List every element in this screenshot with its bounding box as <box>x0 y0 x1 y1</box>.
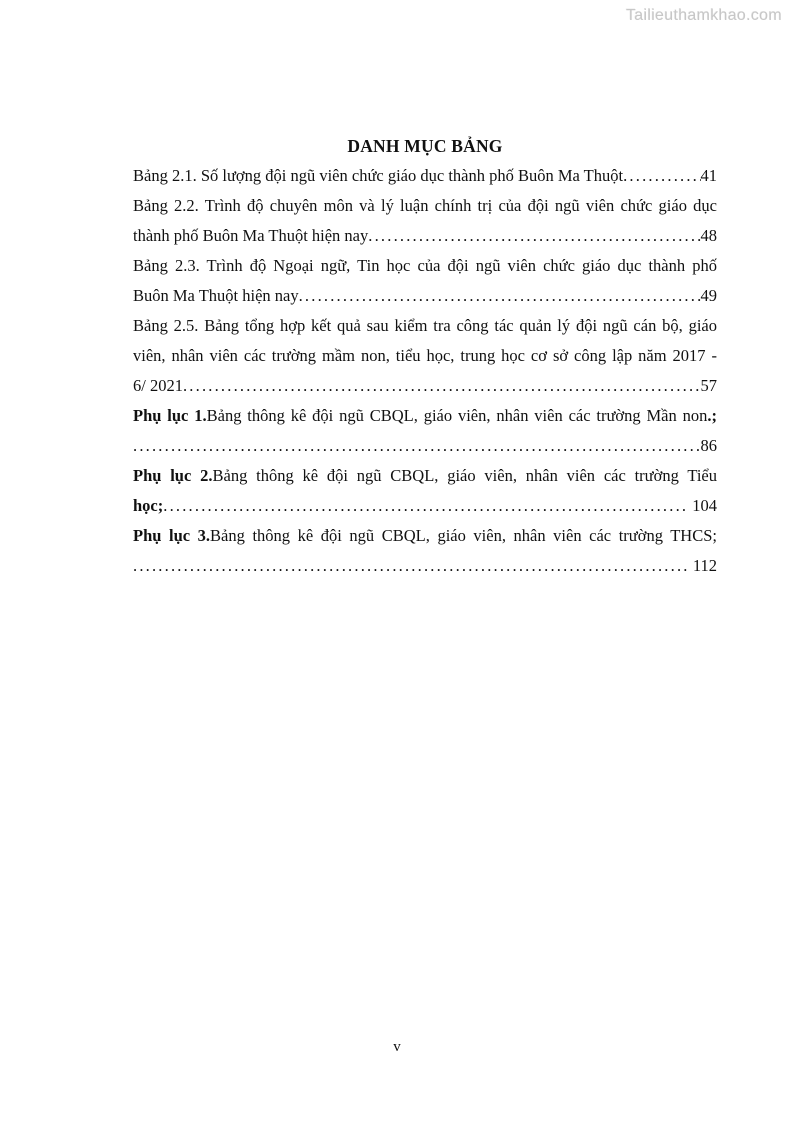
dot-leader <box>368 221 700 251</box>
toc-line <box>133 281 717 311</box>
toc-line <box>133 551 717 581</box>
toc-line <box>133 341 717 371</box>
toc-line-bold-prefix: Phụ lục 1. <box>133 406 207 425</box>
toc-line <box>133 221 717 251</box>
toc-line <box>133 251 717 281</box>
toc-line <box>133 161 717 191</box>
toc-line <box>133 401 717 431</box>
toc-page-number: 86 <box>700 436 717 455</box>
toc-line-text: viên, nhân viên các trường mầm non, tiểu học, trung học cơ sở công lập năm 2017 - <box>133 346 717 365</box>
toc-line <box>133 461 717 491</box>
dot-leader <box>299 281 701 311</box>
toc-line-text: Bảng thông kê đội ngũ CBQL, giáo viên, nhân viên các trường Mần non <box>206 406 708 425</box>
toc-line-text: Buôn Ma Thuột hiện nay <box>133 286 299 305</box>
dot-leader <box>163 491 686 521</box>
toc-line <box>133 371 717 401</box>
dot-leader <box>623 161 700 191</box>
toc-line <box>133 431 717 461</box>
dot-leader <box>133 551 687 581</box>
toc-page-number: 57 <box>700 376 717 395</box>
page-title: DANH MỤC BẢNG <box>347 136 503 156</box>
toc-line <box>133 191 717 221</box>
toc-line-text: thành phố Buôn Ma Thuột hiện nay <box>133 226 369 245</box>
page-number-footer: v <box>393 1039 401 1055</box>
toc-page-number: 49 <box>700 286 717 305</box>
toc-line-text: Bảng 2.3. Trình độ Ngoại ngữ, Tin học của đội ngũ viên chức giáo dục thành phố <box>133 256 717 275</box>
watermark: Tailieuthamkhao.com <box>626 7 782 24</box>
toc-line <box>133 491 717 521</box>
toc-page-number: 112 <box>692 556 717 575</box>
dot-leader <box>133 431 701 461</box>
toc-page-number: 48 <box>700 226 717 245</box>
toc-line-bold-suffix: .; <box>707 406 717 425</box>
toc <box>133 161 717 581</box>
toc-line-text: Bảng 2.5. Bảng tổng hợp kết quả sau kiểm tra công tác quản lý đội ngũ cán bộ, giáo <box>133 316 717 335</box>
toc-page-number: 104 <box>692 496 717 515</box>
toc-page-number: 41 <box>700 166 717 185</box>
toc-line-text: 6/ 2021 <box>133 376 183 395</box>
toc-line-bold-prefix: Phụ lục 3. <box>133 526 211 545</box>
toc-line-text: Bảng thông kê đội ngũ CBQL, giáo viên, nhân viên các trường Tiểu <box>212 466 717 485</box>
toc-line-text: Bảng thông kê đội ngũ CBQL, giáo viên, nhân viên các trường THCS; <box>210 526 717 545</box>
toc-line <box>133 311 717 341</box>
toc-line-bold-prefix: Phụ lục 2. <box>133 466 213 485</box>
toc-line-text: Bảng 2.1. Số lượng đội ngũ viên chức giáo dục thành phố Buôn Ma Thuột <box>133 166 624 185</box>
toc-line-bold-prefix: học; <box>133 496 164 515</box>
toc-line-text: Bảng 2.2. Trình độ chuyên môn và lý luận chính trị của đội ngũ viên chức giáo dục <box>133 196 717 215</box>
toc-section <box>133 131 717 581</box>
dot-leader <box>183 371 701 401</box>
toc-line <box>133 521 717 551</box>
